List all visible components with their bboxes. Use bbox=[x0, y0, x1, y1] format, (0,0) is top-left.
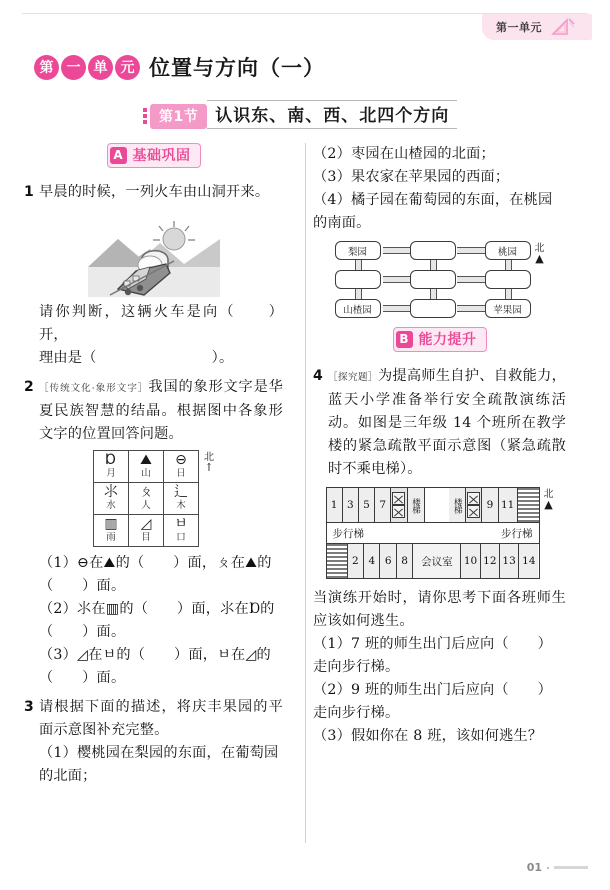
pict-glyph: ▥ bbox=[104, 516, 118, 532]
level-b-text: 能力提升 bbox=[418, 332, 477, 348]
q4-text bbox=[328, 365, 566, 481]
table-row bbox=[94, 483, 199, 515]
q3-sub1: （1）樱桃园在梨园的东面，在葡萄园的北面； bbox=[39, 745, 279, 784]
q3-sub3: （3）果农家在苹果园的西面； bbox=[313, 169, 510, 185]
pict-glyph: ㅂ bbox=[174, 516, 188, 532]
q2-tag: ［传统文化·象形文字］ bbox=[39, 383, 149, 394]
train-tunnel-illustration bbox=[24, 209, 283, 297]
north-indicator bbox=[544, 487, 554, 510]
unit-tab bbox=[482, 14, 592, 40]
q4-sub2-line1: （2）9 班的师生出门后应向（ ） bbox=[313, 682, 552, 698]
q1-number: 1 bbox=[24, 184, 34, 200]
q1-line1: 请你判断，这辆火车是向（ ）开， bbox=[39, 304, 283, 343]
hatched-block bbox=[518, 488, 539, 522]
q4-sub2-line2: 走向步行梯。 bbox=[313, 705, 400, 721]
unit-badge-char-0: 第 bbox=[34, 55, 59, 80]
level-a-letter: A bbox=[110, 147, 127, 164]
pict-cell-0-0 bbox=[94, 451, 129, 483]
pict-sub: 人 bbox=[141, 500, 151, 511]
unit-badge-char-2: 单 bbox=[88, 55, 113, 80]
question-3 bbox=[24, 696, 283, 788]
question-1 bbox=[24, 181, 283, 370]
left-column bbox=[24, 143, 295, 843]
classroom-cell: 11 bbox=[499, 488, 518, 522]
pict-glyph: Ɒ bbox=[105, 452, 117, 468]
classroom-cell: 12 bbox=[481, 544, 500, 578]
content-columns bbox=[24, 143, 586, 843]
floor-gap bbox=[425, 488, 450, 522]
pict-glyph: ◿ bbox=[140, 516, 152, 532]
pict-sub: 水 bbox=[106, 500, 116, 511]
pict-sub: 山 bbox=[141, 468, 151, 479]
section-title bbox=[143, 100, 457, 129]
q4-sub3: （3）假如你在 8 班，该如何逃生？ bbox=[313, 728, 543, 744]
unit-tab-label: 第一单元 bbox=[496, 21, 542, 34]
pict-sub: 日 bbox=[176, 468, 186, 479]
page-title: 位置与方向（一） bbox=[149, 56, 325, 80]
classroom-cell: 14 bbox=[519, 544, 538, 578]
level-a-text: 基础巩固 bbox=[132, 148, 191, 164]
unit-title bbox=[34, 52, 325, 82]
classroom-cell: 6 bbox=[380, 544, 396, 578]
classroom-cell: 10 bbox=[461, 544, 480, 578]
classroom-cell: 2 bbox=[348, 544, 364, 578]
q2-sub3-line1: （3）◿在ㅂ的（ ）面，ㅂ在◿的 bbox=[39, 647, 271, 663]
q2-text bbox=[39, 376, 283, 446]
question-4 bbox=[313, 365, 566, 748]
q2-sub2-line1: （2）⺢在▥的（ ）面，⺢在Ɒ的 bbox=[39, 601, 275, 617]
north-arrow-icon: ▲ bbox=[544, 498, 553, 511]
pict-glyph: ㄆ bbox=[139, 484, 153, 500]
q2-number: 2 bbox=[24, 379, 34, 395]
north-arrow-icon: ↑ bbox=[204, 461, 214, 474]
q2-sub2-line2: （ ）面。 bbox=[39, 624, 126, 640]
pict-glyph: ⛰ bbox=[140, 452, 152, 468]
q4-body-text: 为提高师生自护、自救能力，蓝天小学准备举行安全疏散演练活动。如图是三年级 14 个班所在教学楼的紧急疏散平面示意图（紧急疏散时不乘电梯）。 bbox=[328, 368, 566, 477]
pict-sub: 木 bbox=[176, 500, 186, 511]
north-label: 北 bbox=[204, 452, 214, 463]
q4-tag: ［探究题］ bbox=[328, 372, 378, 383]
pict-cell-0-1 bbox=[129, 451, 164, 483]
classroom-cell: 4 bbox=[364, 544, 380, 578]
section-badge: 第1节 bbox=[150, 104, 207, 129]
stair-label-left: 楼梯 bbox=[408, 488, 425, 522]
floor-plan-bottom-row bbox=[327, 544, 539, 578]
orchard-box-2-0: 山楂园 bbox=[335, 299, 381, 318]
pictograph-table bbox=[93, 450, 199, 547]
orchard-box-1-0 bbox=[335, 270, 381, 289]
pictograph-table-wrap bbox=[24, 450, 283, 547]
level-b-letter: B bbox=[396, 331, 413, 348]
orchard-box-1-1 bbox=[410, 270, 456, 289]
q4-number: 4 bbox=[313, 368, 323, 384]
orchard-box-1-2 bbox=[485, 270, 531, 289]
north-label: 北 bbox=[534, 243, 545, 254]
question-2 bbox=[24, 376, 283, 690]
pict-sub: 月 bbox=[106, 468, 116, 479]
toilet-icon bbox=[391, 488, 407, 522]
corridor-label-left: 步行梯 bbox=[332, 527, 364, 540]
footer-dot bbox=[547, 867, 549, 869]
orchard-box-0-2: 桃园 bbox=[485, 241, 531, 260]
orchard-connector bbox=[457, 247, 489, 254]
north-arrow-icon: ▲ bbox=[535, 252, 544, 265]
pict-glyph: ⻍ bbox=[174, 484, 188, 500]
orchard-box-2-1 bbox=[410, 299, 456, 318]
unit-badge-char-1: 一 bbox=[61, 55, 86, 80]
right-column bbox=[295, 143, 566, 843]
orchard-box-0-1 bbox=[410, 241, 456, 260]
q3-sub4: （4）橘子园在葡萄园的东面，在桃园的南面。 bbox=[313, 192, 553, 231]
level-badge-b bbox=[393, 327, 487, 352]
footer-line bbox=[554, 866, 588, 869]
q1-text: 早晨的时候，一列火车由山洞开来。 bbox=[39, 184, 270, 200]
floor-plan-top-row bbox=[327, 488, 539, 522]
pict-cell-2-2 bbox=[164, 515, 199, 547]
north-label: 北 bbox=[543, 489, 554, 500]
floor-plan-diagram bbox=[326, 487, 540, 579]
orchard-box-0-0: 梨园 bbox=[335, 241, 381, 260]
unit-badge-char-3: 元 bbox=[115, 55, 140, 80]
orchard-box-2-2: 苹果园 bbox=[485, 299, 531, 318]
pict-glyph: ⺢ bbox=[104, 484, 118, 500]
pict-sub: 目 bbox=[141, 532, 151, 543]
q3-text: 请根据下面的描述，将庆丰果园的平面示意图补充完整。 bbox=[39, 699, 283, 738]
page-footer bbox=[527, 861, 588, 874]
page-number: 01 bbox=[526, 861, 542, 874]
q3-number: 3 bbox=[24, 699, 34, 715]
classroom-cell: 13 bbox=[500, 544, 519, 578]
pict-cell-1-2 bbox=[164, 483, 199, 515]
q4-sub1-line2: 走向步行梯。 bbox=[313, 659, 400, 675]
hatched-block bbox=[327, 544, 348, 578]
orchard-diagram bbox=[335, 241, 531, 319]
pict-cell-2-1 bbox=[129, 515, 164, 547]
level-badge-a bbox=[107, 143, 201, 168]
classroom-cell: 3 bbox=[343, 488, 359, 522]
q2-sub3-line2: （ ）面。 bbox=[39, 670, 126, 686]
orchard-diagram-wrap bbox=[313, 241, 566, 319]
section-name: 认识东、南、西、北四个方向 bbox=[207, 100, 457, 129]
pict-cell-0-2 bbox=[164, 451, 199, 483]
classroom-cell: 7 bbox=[375, 488, 391, 522]
table-row bbox=[94, 451, 199, 483]
q3-sub2: （2）枣园在山楂园的北面； bbox=[313, 146, 495, 162]
orchard-connector bbox=[457, 276, 489, 283]
north-indicator bbox=[535, 241, 545, 264]
q2-body-text: 我国的象形文字是华夏民族智慧的结晶。根据图中各象形文字的位置回答问题。 bbox=[39, 379, 283, 442]
classroom-cell: 5 bbox=[359, 488, 375, 522]
table-row bbox=[94, 515, 199, 547]
q2-sub1-line2: （ ）面。 bbox=[39, 578, 126, 594]
pict-cell-1-0 bbox=[94, 483, 129, 515]
pict-sub: 口 bbox=[176, 532, 186, 543]
corridor-label-right: 步行梯 bbox=[501, 527, 533, 540]
q4-prompt: 当演练开始时，请你思考下面各班师生应该如何逃生。 bbox=[313, 590, 566, 629]
meeting-room-cell: 会议室 bbox=[413, 544, 461, 578]
pict-sub: 雨 bbox=[106, 532, 116, 543]
corridor-row bbox=[327, 522, 539, 544]
pict-cell-2-0 bbox=[94, 515, 129, 547]
pict-cell-1-1 bbox=[129, 483, 164, 515]
orchard-connector bbox=[457, 305, 489, 312]
pict-glyph: ⊖ bbox=[175, 452, 187, 468]
q1-line2: 理由是（ ）。 bbox=[39, 350, 234, 366]
north-indicator bbox=[204, 450, 214, 473]
section-marker-icon bbox=[143, 108, 147, 129]
stair-label-right: 楼梯 bbox=[449, 488, 466, 522]
classroom-cell: 9 bbox=[482, 488, 498, 522]
toilet-icon bbox=[466, 488, 482, 522]
unit-badge bbox=[34, 55, 140, 80]
classroom-cell: 8 bbox=[397, 544, 413, 578]
classroom-cell: 1 bbox=[327, 488, 343, 522]
triangle-ruler-icon bbox=[550, 17, 576, 37]
q2-sub1-line1: （1）⊖在⛰的（ ）面，ㄆ在⛰的 bbox=[39, 555, 272, 571]
q4-sub1-line1: （1）7 班的师生出门后应向（ ） bbox=[313, 636, 552, 652]
floor-plan-wrap bbox=[313, 487, 566, 579]
